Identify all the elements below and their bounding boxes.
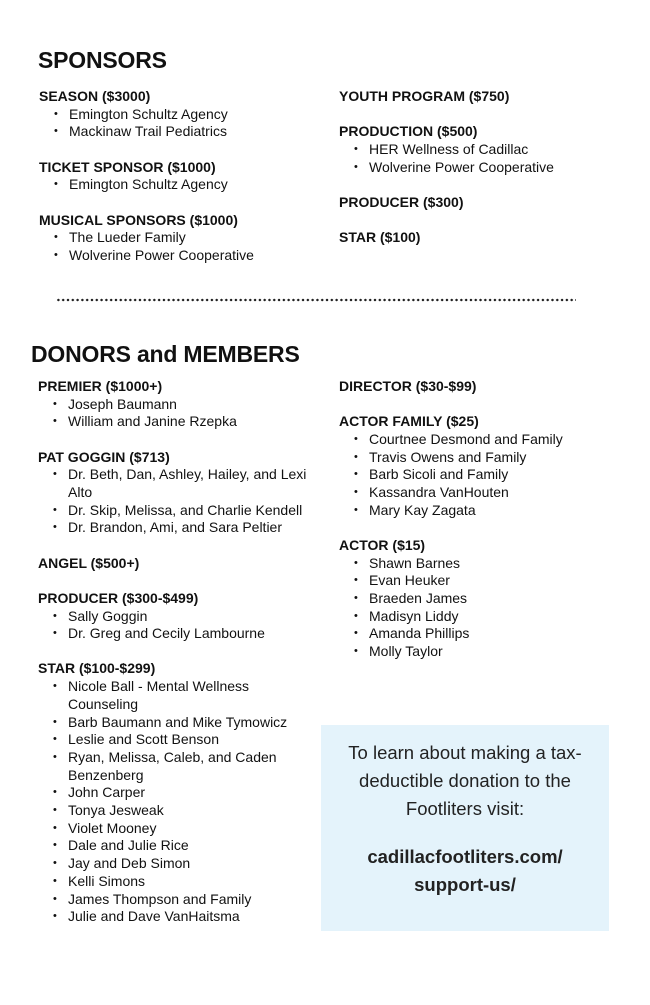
member-name: • Mackinaw Trail Pediatrics [39, 123, 314, 141]
group-title: DIRECTOR ($30-$99) [339, 378, 477, 394]
member-name: • Travis Owens and Family [339, 449, 629, 467]
member-name: • Evan Heuker [339, 572, 629, 590]
donation-info-text: To learn about making a tax-deductible donation to the Footliters visit: [348, 742, 582, 819]
group-title: PREMIER ($1000+) [38, 378, 163, 394]
member-name: • Madisyn Liddy [339, 608, 629, 626]
member-name: • Molly Taylor [339, 643, 629, 661]
member-list [339, 431, 629, 520]
member-name: • Mary Kay Zagata [339, 502, 629, 520]
member-name: • Emington Schultz Agency [39, 176, 314, 194]
member-name: • Tonya Jesweak [38, 802, 318, 820]
sponsors-heading: SPONSORS [38, 47, 167, 73]
sponsor-group [339, 413, 629, 519]
member-name: • Dr. Greg and Cecily Lambourne [38, 625, 318, 643]
group-title: YOUTH PROGRAM ($750) [339, 88, 510, 104]
group-title: TICKET SPONSOR ($1000) [39, 158, 216, 175]
member-name: • Jay and Deb Simon [38, 855, 318, 873]
member-list [39, 106, 314, 141]
member-list [39, 176, 314, 194]
member-name: • Barb Baumann and Mike Tymowicz [38, 714, 318, 732]
member-name: • Shawn Barnes [339, 555, 629, 573]
member-name: • The Lueder Family [39, 229, 314, 247]
member-name: • HER Wellness of Cadillac [339, 141, 629, 159]
member-name: • Wolverine Power Cooperative [339, 159, 629, 177]
sponsor-group [39, 159, 314, 194]
group-title: MUSICAL SPONSORS ($1000) [39, 211, 238, 228]
member-name: • Julie and Dave VanHaitsma [38, 908, 318, 926]
member-list [38, 608, 318, 643]
group-title: ACTOR ($15) [339, 536, 426, 553]
sponsor-group [339, 123, 629, 176]
member-name: • Joseph Baumann [38, 396, 318, 414]
donors-right-column [339, 378, 629, 678]
member-name: • Leslie and Scott Benson [38, 731, 318, 749]
member-name: • James Thompson and Family [38, 891, 318, 909]
sponsor-group [339, 88, 629, 106]
donors-left-column [38, 378, 318, 943]
sponsor-group [38, 378, 318, 431]
group-title: SEASON ($3000) [39, 88, 151, 104]
sponsor-group [38, 449, 318, 538]
sponsor-group [38, 555, 318, 573]
member-name: • William and Janine Rzepka [38, 413, 318, 431]
group-title: PRODUCTION ($500) [339, 123, 478, 140]
sponsor-group [339, 378, 629, 396]
group-title: ANGEL ($500+) [38, 554, 140, 571]
group-title: STAR ($100-$299) [38, 660, 156, 677]
member-name: • Dale and Julie Rice [38, 837, 318, 855]
group-title: PAT GOGGIN ($713) [38, 448, 170, 465]
donors-heading: DONORS and MEMBERS [31, 341, 300, 367]
member-name: • Violet Mooney [38, 820, 318, 838]
member-name: • Kelli Simons [38, 873, 318, 891]
member-name: • Ryan, Melissa, Caleb, and Caden Benzenberg [38, 749, 318, 784]
member-name: • Dr. Skip, Melissa, and Charlie Kendell [38, 502, 318, 520]
member-name: • Braeden James [339, 590, 629, 608]
member-list [38, 678, 318, 926]
member-name: • Courtnee Desmond and Family [339, 431, 629, 449]
sponsor-group [339, 229, 629, 247]
group-title: ACTOR FAMILY ($25) [339, 413, 479, 430]
sponsor-group [39, 88, 314, 141]
dotted-divider [56, 298, 576, 302]
member-list [339, 141, 629, 176]
sponsors-left-column [39, 88, 314, 282]
member-name: • Amanda Phillips [339, 625, 629, 643]
member-list [39, 229, 314, 264]
member-name: • Wolverine Power Cooperative [39, 247, 314, 265]
member-list [38, 466, 318, 537]
sponsor-group [39, 212, 314, 265]
donation-info-box [321, 725, 609, 931]
member-list [38, 396, 318, 431]
member-name: • Dr. Brandon, Ami, and Sara Peltier [38, 519, 318, 537]
member-name: • Barb Sicoli and Family [339, 466, 629, 484]
group-title: PRODUCER ($300-$499) [38, 589, 199, 606]
member-name: • Nicole Ball - Mental Wellness Counseling [38, 678, 318, 713]
donation-url-link[interactable]: cadillacfootliters.com/ support-us/ [367, 846, 563, 895]
sponsors-right-column [339, 88, 629, 264]
sponsor-group [38, 590, 318, 643]
sponsor-group [339, 537, 629, 661]
sponsor-group [38, 660, 318, 926]
sponsor-group [339, 194, 629, 212]
member-name: • Emington Schultz Agency [39, 106, 314, 124]
member-name: • John Carper [38, 784, 318, 802]
member-list [339, 555, 629, 661]
group-title: PRODUCER ($300) [339, 193, 464, 210]
group-title: STAR ($100) [339, 229, 421, 246]
member-name: • Sally Goggin [38, 608, 318, 626]
member-name: • Kassandra VanHouten [339, 484, 629, 502]
member-name: • Dr. Beth, Dan, Ashley, Hailey, and Lexi Alto [38, 466, 318, 501]
